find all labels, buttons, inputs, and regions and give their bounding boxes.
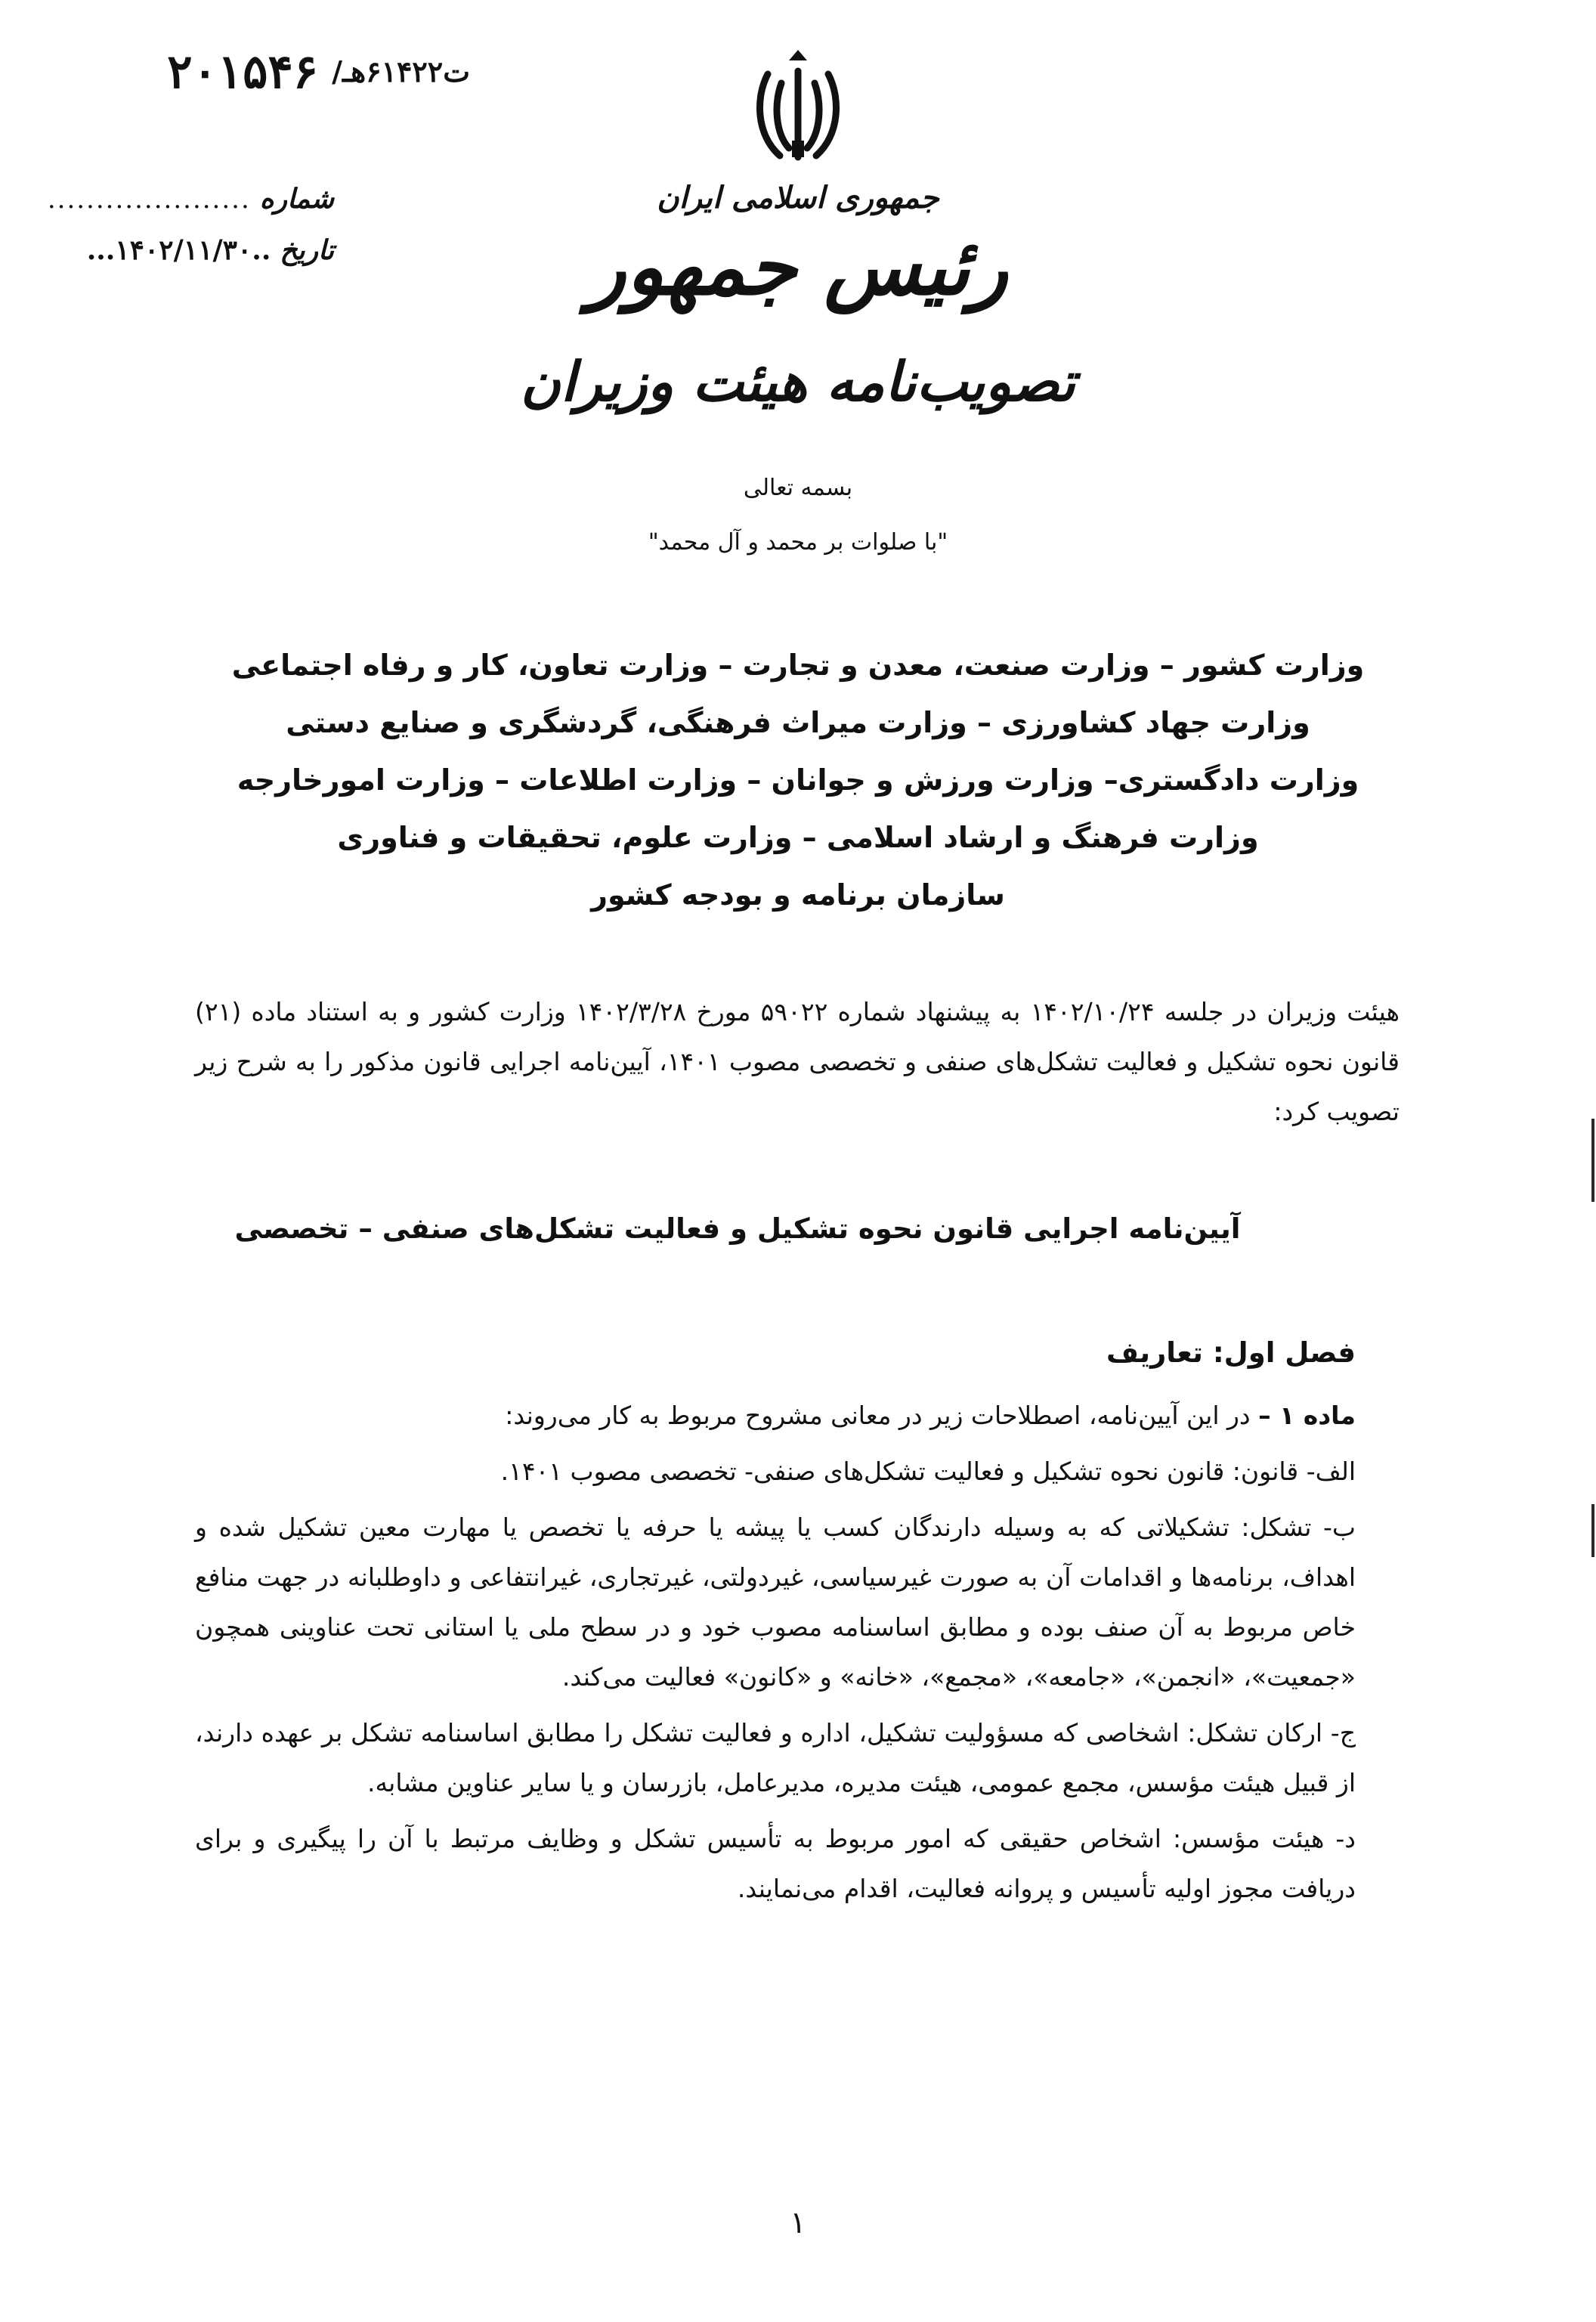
article-1-text: در این آیین‌نامه، اصطلاحات زیر در معانی مشروح مربوط به کار می‌روند: bbox=[505, 1401, 1259, 1430]
reference-line bbox=[47, 44, 470, 99]
date-label: تاریخ bbox=[280, 234, 334, 266]
article-1-label: ماده ۱ – bbox=[1258, 1401, 1356, 1430]
recipient-line: وزارت دادگستری– وزارت ورزش و جوانان – وزارت اطلاعات – وزارت امورخارجه bbox=[237, 763, 1359, 797]
recipient-line: وزارت جهاد کشاورزی – وزارت میراث فرهنگی، گردشگری و صنایع دستی bbox=[286, 706, 1310, 739]
number-value: ..................... bbox=[47, 184, 251, 215]
decree-type-title: تصویب‌نامه هیئت وزیران bbox=[521, 349, 1075, 413]
reference-code: ت۶۱۴۲۲هـ/ bbox=[332, 54, 470, 88]
invocation-line-1: بسمه تعالی bbox=[743, 475, 853, 501]
invocation-line-2: "با صلوات بر محمد و آل محمد" bbox=[648, 529, 948, 556]
recipients-list bbox=[227, 636, 1369, 924]
scan-edge-mark bbox=[1591, 1504, 1594, 1557]
regulation-title: آیین‌نامه اجرایی قانون نحوه تشکیل و فعالیت تشکل‌های صنفی – تخصصی bbox=[234, 1212, 1241, 1245]
number-label: شماره bbox=[259, 183, 334, 215]
clause-dal: د- هیئت مؤسس: اشخاص حقیقی که امور مربوط به تأسیس تشکل و وظایف مرتبط با آن را پیگیری و برای دریافت مجوز اولیه تأسیس و پروانه فعالیت، اقدام می‌نمایند. bbox=[195, 1824, 1356, 1903]
president-title: رئیس جمهور bbox=[588, 220, 1008, 313]
date-row bbox=[47, 234, 334, 266]
scan-edge-mark bbox=[1591, 1119, 1594, 1202]
article-1 bbox=[195, 1391, 1356, 1441]
clause-be: ب- تشکل: تشکیلاتی که به وسیله دارندگان کسب یا پیشه یا حرفه یا تخصص یا مهارت معین تشکیل شده و اهداف، برنامه‌ها و اقدامات آن به صورت غیرسیاسی، غیردولتی، غیرتجاری، غیرانتفاعی و داوطلبانه در جهت منافع خاص مربوط به آن صنف بوده و مطابق اساسنامه مصوب خود و در سطح ملی یا استانی تحت عناوینی همچون «جمعیت»، «انجمن»، «جامعه»، «مجمع»، «خانه» و «کانون» فعالیت می‌کند. bbox=[195, 1512, 1356, 1692]
reference-block bbox=[47, 44, 470, 99]
number-row bbox=[47, 183, 334, 215]
articles-section bbox=[195, 1391, 1356, 1920]
recipient-line: وزارت کشور – وزارت صنعت، معدن و تجارت – وزارت تعاون، کار و رفاه اجتماعی bbox=[231, 649, 1365, 682]
iran-emblem-icon bbox=[753, 44, 843, 165]
republic-title: جمهوری اسلامی ایران bbox=[657, 180, 939, 215]
clause-alef: الف- قانون: قانون نحوه تشکیل و فعالیت تشکل‌های صنفی- تخصصی مصوب ۱۴۰۱. bbox=[500, 1457, 1356, 1486]
clause-jim: ج- ارکان تشکل: اشخاصی که مسؤولیت تشکیل، اداره و فعالیت تشکل را مطابق اساسنامه تشکل بر عهده دارند، از قبیل هیئت مؤسس، مجمع عمومی، هیئت مدیره، مدیرعامل، بازرسان و یا سایر عناوین مشابه. bbox=[195, 1718, 1356, 1797]
date-value: ..۱۴۰۲/۱۱/۳۰... bbox=[86, 234, 271, 266]
page-number: ۱ bbox=[790, 2206, 806, 2240]
recipient-line: وزارت فرهنگ و ارشاد اسلامی – وزارت علوم، تحقیقات و فناوری bbox=[337, 821, 1259, 854]
recipient-line: سازمان برنامه و بودجه کشور bbox=[591, 878, 1005, 912]
chapter-heading: فصل اول: تعاریف bbox=[1106, 1336, 1356, 1369]
intro-paragraph: هیئت وزیران در جلسه ۱۴۰۲/۱۰/۲۴ به پیشنهاد شماره ۵۹۰۲۲ مورخ ۱۴۰۲/۳/۲۸ وزارت کشور و به استناد ماده (۲۱) قانون نحوه تشکیل و فعالیت تشکل‌های صنفی و تخصصی مصوب ۱۴۰۱، آیین‌نامه اجرایی قانون مذکور را به شرح زیر تصویب کرد: bbox=[195, 997, 1400, 1126]
reference-stamp-number: ۲۰۱۵۴۶ bbox=[167, 44, 319, 99]
